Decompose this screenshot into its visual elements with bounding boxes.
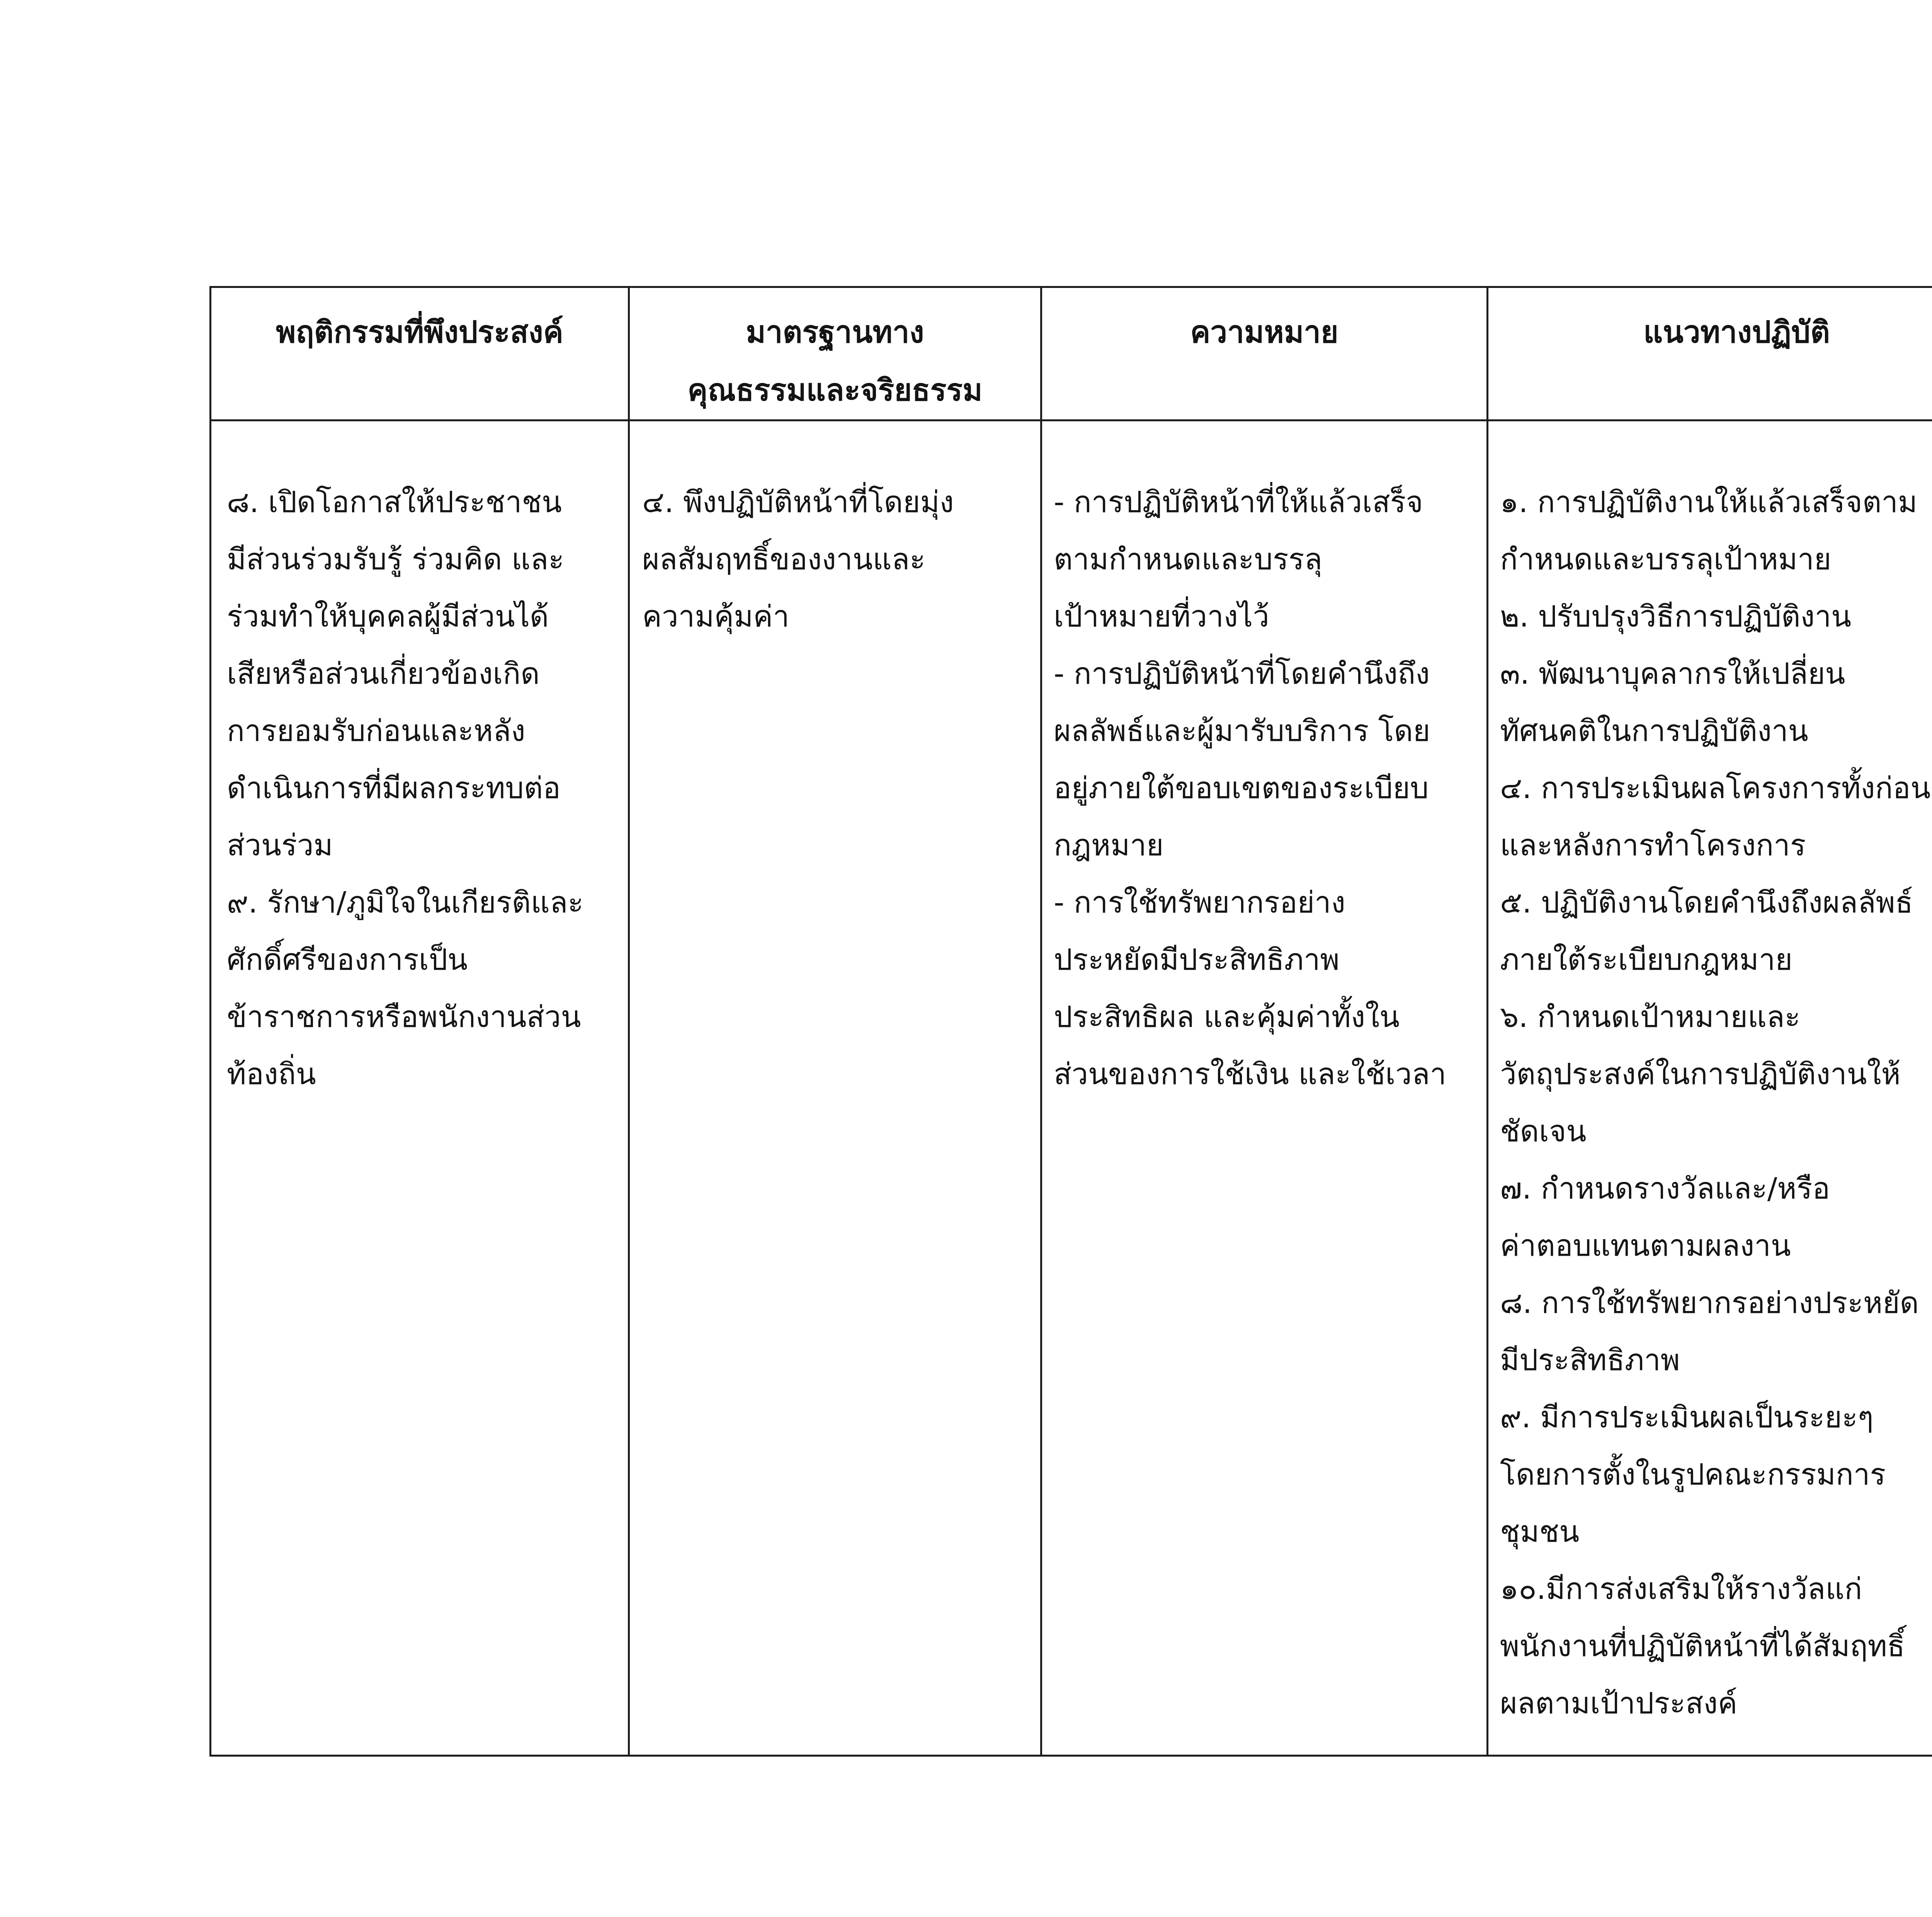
text-line: ๑๐.มีการส่งเสริมให้รางวัลแก่ <box>1500 1571 1862 1606</box>
header-line: คุณธรรมและจริยธรรม <box>687 373 983 408</box>
text-line: ผลลัพธ์และผู้มารับบริการ โดย <box>1054 713 1430 748</box>
text-line: เสียหรือส่วนเกี่ยวข้องเกิด <box>227 656 540 691</box>
text-line: ประหยัดมีประสิทธิภาพ <box>1054 942 1340 977</box>
text-line: ๖. กำหนดเป้าหมายและ <box>1500 999 1801 1034</box>
text-line: ประสิทธิผล และคุ้มค่าทั้งใน <box>1054 999 1400 1034</box>
column-divider <box>628 288 630 1755</box>
cell-ethics-standard <box>642 473 1032 645</box>
text-line: ข้าราชการหรือพนักงานส่วน <box>227 999 581 1034</box>
header-line: แนวทางปฏิบัติ <box>1643 315 1830 350</box>
text-line: ๒. ปรับปรุงวิธีการปฏิบัติงาน <box>1500 599 1852 633</box>
text-line: - การปฏิบัติหน้าที่โดยคำนึงถึง <box>1054 656 1430 691</box>
text-line: ๘. เปิดโอกาสให้ประชาชน <box>227 485 562 519</box>
header-meaning <box>1042 303 1486 361</box>
cell-desired-behavior <box>227 473 621 1103</box>
text-line: ทัศนคติในการปฏิบัติงาน <box>1500 713 1808 748</box>
text-line: ค่าตอบแทนตามผลงาน <box>1500 1228 1791 1263</box>
text-line: ชุมชน <box>1500 1514 1580 1549</box>
text-line: ๔. พึงปฏิบัติหน้าที่โดยมุ่ง <box>642 485 954 519</box>
text-line: ๓. พัฒนาบุคลากรให้เปลี่ยน <box>1500 656 1845 691</box>
text-line: ดำเนินการที่มีผลกระทบต่อ <box>227 771 561 805</box>
header-line: มาตรฐานทาง <box>746 315 924 350</box>
text-line: - การปฏิบัติหน้าที่ให้แล้วเสร็จ <box>1054 485 1423 519</box>
header-desired-behavior <box>211 303 628 361</box>
text-line: มีส่วนร่วมรับรู้ ร่วมคิด และ <box>227 542 565 576</box>
text-line: ส่วนร่วม <box>227 828 333 862</box>
text-line: โดยการตั้งในรูปคณะกรรมการ <box>1500 1457 1886 1491</box>
text-line: วัตถุประสงค์ในการปฏิบัติงานให้ <box>1500 1057 1901 1091</box>
column-divider <box>1040 288 1042 1755</box>
text-line: ส่วนของการใช้เงิน และใช้เวลา <box>1054 1057 1447 1091</box>
text-line: - การใช้ทรัพยากรอย่าง <box>1054 885 1345 919</box>
text-line: ๔. การประเมินผลโครงการทั้งก่อน <box>1500 771 1931 805</box>
cell-meaning <box>1054 473 1479 1103</box>
conduct-standards-table <box>209 286 1932 1757</box>
cell-guidelines <box>1500 473 1932 1732</box>
text-line: อยู่ภายใต้ขอบเขตของระเบียบ <box>1054 771 1429 805</box>
text-line: ท้องถิ่น <box>227 1057 316 1091</box>
text-line: เป้าหมายที่วางไว้ <box>1054 599 1269 633</box>
text-line: ความคุ้มค่า <box>642 599 789 633</box>
text-line: ตามกำหนดและบรรลุ <box>1054 542 1323 576</box>
text-line: กฎหมาย <box>1054 828 1164 862</box>
column-divider <box>1486 288 1488 1755</box>
text-line: ๕. ปฏิบัติงานโดยคำนึงถึงผลลัพธ์ <box>1500 885 1913 919</box>
text-line: ผลตามเป้าประสงค์ <box>1500 1686 1738 1720</box>
text-line: กำหนดและบรรลุเป้าหมาย <box>1500 542 1832 576</box>
text-line: ศักดิ์ศรีของการเป็น <box>227 942 468 977</box>
header-line: พฤติกรรมที่พึงประสงค์ <box>276 315 563 350</box>
text-line: ๗. กำหนดรางวัลและ/หรือ <box>1500 1171 1830 1205</box>
header-ethics-standard <box>630 303 1040 419</box>
text-line: ๙. รักษา/ภูมิใจในเกียรติและ <box>227 885 584 919</box>
text-line: การยอมรับก่อนและหลัง <box>227 713 526 748</box>
text-line: ๑. การปฏิบัติงานให้แล้วเสร็จตาม <box>1500 485 1917 519</box>
text-line: ๘. การใช้ทรัพยากรอย่างประหยัด <box>1500 1285 1919 1320</box>
text-line: ร่วมทำให้บุคคลผู้มีส่วนได้ <box>227 599 549 633</box>
header-line: ความหมาย <box>1190 315 1338 350</box>
text-line: ผลสัมฤทธิ์ของงานและ <box>642 542 925 576</box>
text-line: ภายใต้ระเบียบกฎหมาย <box>1500 942 1793 977</box>
text-line: และหลังการทำโครงการ <box>1500 828 1806 862</box>
header-guidelines <box>1488 303 1932 361</box>
text-line: พนักงานที่ปฏิบัติหน้าที่ได้สัมฤทธิ์ <box>1500 1629 1905 1663</box>
header-divider <box>211 419 1932 421</box>
text-line: ชัดเจน <box>1500 1114 1587 1148</box>
text-line: มีประสิทธิภาพ <box>1500 1343 1680 1377</box>
text-line: ๙. มีการประเมินผลเป็นระยะๆ <box>1500 1400 1874 1434</box>
